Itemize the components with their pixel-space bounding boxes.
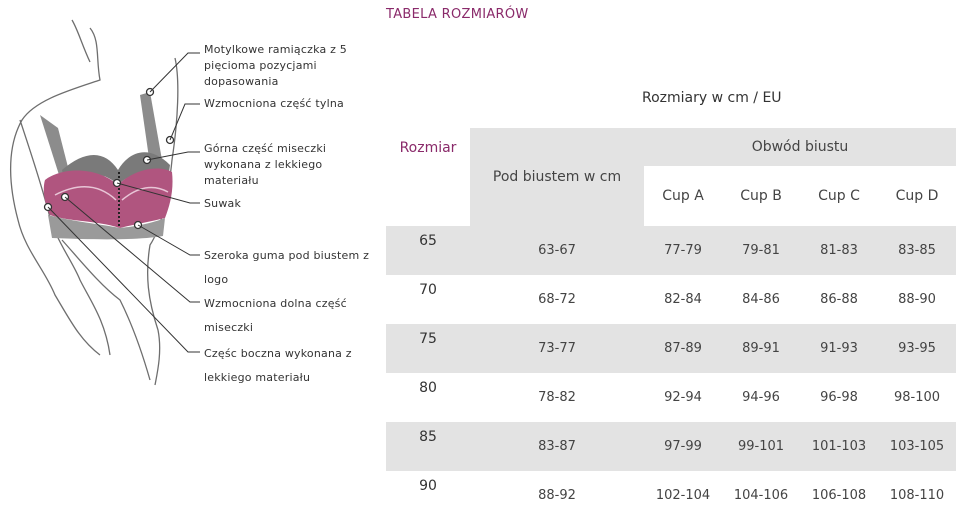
header-bust (644, 128, 956, 166)
cup-d-label: Cup D (895, 188, 939, 204)
callout-side-line1: Częśc boczna wykonana z (204, 347, 352, 360)
table-cell-bust: 97-99 (664, 439, 702, 454)
callout-side-line2: lekkiego materiału (204, 371, 311, 384)
callout-back-line1: Wzmocniona część tylna (204, 97, 344, 110)
callout-zipper-line1: Suwak (204, 197, 242, 210)
table-cell-bust: 91-93 (820, 341, 858, 356)
table-cell-bust: 88-90 (898, 292, 936, 307)
header-size-label (386, 138, 470, 158)
header-cup-c (800, 166, 878, 226)
header-cup-a (644, 166, 722, 226)
table-cell-bust: 89-91 (742, 341, 780, 356)
table-cell-bust: 96-98 (820, 390, 858, 405)
callout-band-line2: logo (204, 273, 229, 286)
table-cell-size: 75 (419, 331, 437, 347)
callout-lower-cup-line1: Wzmocniona dolna część (204, 297, 347, 310)
table-cell-bust: 87-89 (664, 341, 702, 356)
callout-band (204, 244, 369, 292)
table-cell-bust: 98-100 (893, 390, 941, 405)
table-cell-underbust: 63-67 (538, 243, 576, 258)
table-cell-underbust: 78-82 (538, 390, 576, 405)
callout-straps-line3: dopasowania (204, 75, 279, 88)
table-cell-bust: 104-106 (733, 488, 789, 503)
callout-straps-line2: pięcioma pozycjami (204, 59, 317, 72)
callout-lower-cup (204, 292, 347, 340)
callout-side (204, 342, 352, 390)
cup-b-label: Cup B (740, 188, 782, 204)
table-cell-bust: 84-86 (742, 292, 780, 307)
size-table (386, 128, 956, 518)
table-cell-bust: 103-105 (889, 439, 945, 454)
header-cup-b (722, 166, 800, 226)
callout-upper-cup-line1: Górna część miseczki (204, 142, 327, 155)
table-cell-size: 65 (419, 233, 437, 249)
header-bust-text: Obwód biustu (751, 139, 849, 155)
table-cell-bust: 108-110 (889, 488, 945, 503)
callout-back (204, 96, 344, 112)
table-cell-underbust: 83-87 (538, 439, 576, 454)
page-title: TABELA ROZMIARÓW (386, 7, 529, 22)
callout-upper-cup-line2: wykonana z lekkiego (204, 158, 323, 171)
table-cell-underbust: 73-77 (538, 341, 576, 356)
table-cell-size: 85 (419, 429, 437, 445)
table-cell-bust: 81-83 (820, 243, 858, 258)
table-cell-bust: 92-94 (664, 390, 702, 405)
table-cell-bust: 79-81 (742, 243, 780, 258)
table-cell-bust: 83-85 (898, 243, 936, 258)
table-cell-bust: 99-101 (737, 439, 785, 454)
table-cell-size: 90 (419, 478, 437, 494)
header-size-text: Rozmiar (399, 140, 457, 156)
callout-straps (204, 42, 347, 90)
table-cell-bust: 94-96 (742, 390, 780, 405)
callout-upper-cup-line3: materiału (204, 174, 259, 187)
callout-zipper (204, 196, 241, 212)
callout-upper-cup (204, 141, 326, 189)
header-underbust-text: Pod biustem w cm (492, 169, 622, 185)
table-cell-bust: 82-84 (664, 292, 702, 307)
table-caption: Rozmiary w cm / EU (642, 90, 782, 106)
table-cell-bust: 102-104 (655, 488, 711, 503)
header-underbust (470, 128, 644, 226)
table-cell-underbust: 88-92 (538, 488, 576, 503)
cup-a-label: Cup A (662, 188, 704, 204)
callout-band-line1: Szeroka guma pod biustem z (204, 249, 370, 262)
callout-straps-line1: Motylkowe ramiączka z 5 (204, 43, 347, 56)
body-outline-head (72, 20, 90, 62)
table-cell-underbust: 68-72 (538, 292, 576, 307)
table-cell-bust: 106-108 (811, 488, 867, 503)
cup-c-label: Cup C (818, 188, 860, 204)
table-cell-bust: 93-95 (898, 341, 936, 356)
table-cell-size: 70 (419, 282, 437, 298)
table-cell-bust: 101-103 (811, 439, 867, 454)
table-cell-size: 80 (419, 380, 437, 396)
body-outline-waist (62, 240, 150, 380)
table-cell-bust: 86-88 (820, 292, 858, 307)
header-cup-d (878, 166, 956, 226)
table-cell-bust: 77-79 (664, 243, 702, 258)
callout-lower-cup-line2: miseczki (204, 321, 254, 334)
